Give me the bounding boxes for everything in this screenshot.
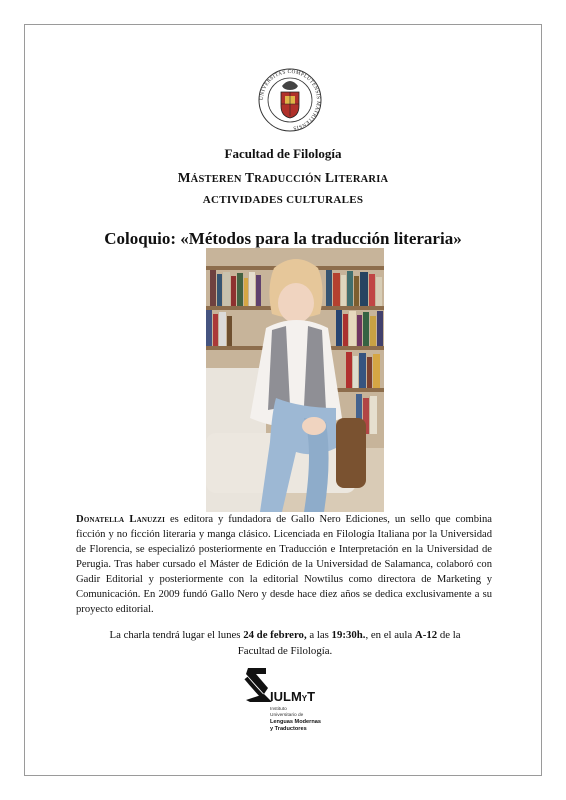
logo-line-1: Instituto xyxy=(270,707,287,712)
talk-text: La charla tendrá lugar el lunes xyxy=(109,629,244,641)
iulmyt-logo xyxy=(240,666,326,742)
svg-text:IULMYT xyxy=(270,689,315,704)
master-title-part: T xyxy=(241,170,255,185)
talk-time: 19:30h. xyxy=(331,629,366,641)
logo-name-part: IULM xyxy=(270,689,302,704)
logo-line-4: y Traductores xyxy=(270,726,307,732)
seal-ring-text: UNIVERSITAS COMPLUTENSIS MATRITENSIS xyxy=(258,68,322,131)
master-title-part: L xyxy=(321,170,335,185)
speaker-biography xyxy=(76,512,492,617)
talk-details xyxy=(90,627,480,659)
talk-date: 24 de febrero, xyxy=(243,629,307,641)
faculty-title: Facultad de Filología xyxy=(224,146,342,161)
logo-name-part: T xyxy=(307,689,316,704)
master-title-part: RADUCCIÓN xyxy=(254,174,322,185)
master-title-part: M xyxy=(177,170,191,185)
activities-heading: ACTIVIDADES CULTURALES xyxy=(202,194,364,206)
speaker-photo xyxy=(206,248,384,512)
logo-name-part: Y xyxy=(301,694,308,703)
university-seal-icon xyxy=(256,64,324,136)
event-title: Coloquio: «Métodos para la traducción literaria» xyxy=(104,229,462,248)
talk-room: A-12 xyxy=(414,629,438,641)
logo-line-3: Lenguas Modernas xyxy=(270,719,321,725)
talk-text: , en el aula xyxy=(365,629,415,641)
master-title-part: EN xyxy=(226,174,242,185)
biography-text: es editora y fundadora de Gallo Nero Ediciones, un sello que combina ficción y no ficción literaria y manga clásico. Licenciada en Filología Italiana por la Universidad de Florencia, se especializó posteriormente en Traducción e Interpretación en la Universidad de Perugia. Tras haber cursado el Máster de Edición de la Universidad de Salamanca, colaboró con Gadir Editorial y posteriormente con la editorial Nowtilus como directora de Marketing y Comunicación. En 2009 fundó Gallo Nero y desde hace diez años se dedica exclusivamente a su proyecto editorial. xyxy=(76,514,492,615)
speaker-name: Donatella Lanuzzi xyxy=(76,514,166,525)
talk-text: a las xyxy=(306,629,332,641)
logo-line-2: Universitario de xyxy=(270,713,304,718)
talk-text: de la Facultad de Filología. xyxy=(237,629,461,657)
master-title xyxy=(0,170,566,186)
master-title-part: ÁSTER xyxy=(190,174,227,185)
master-title-part: ITERARIA xyxy=(334,174,389,185)
